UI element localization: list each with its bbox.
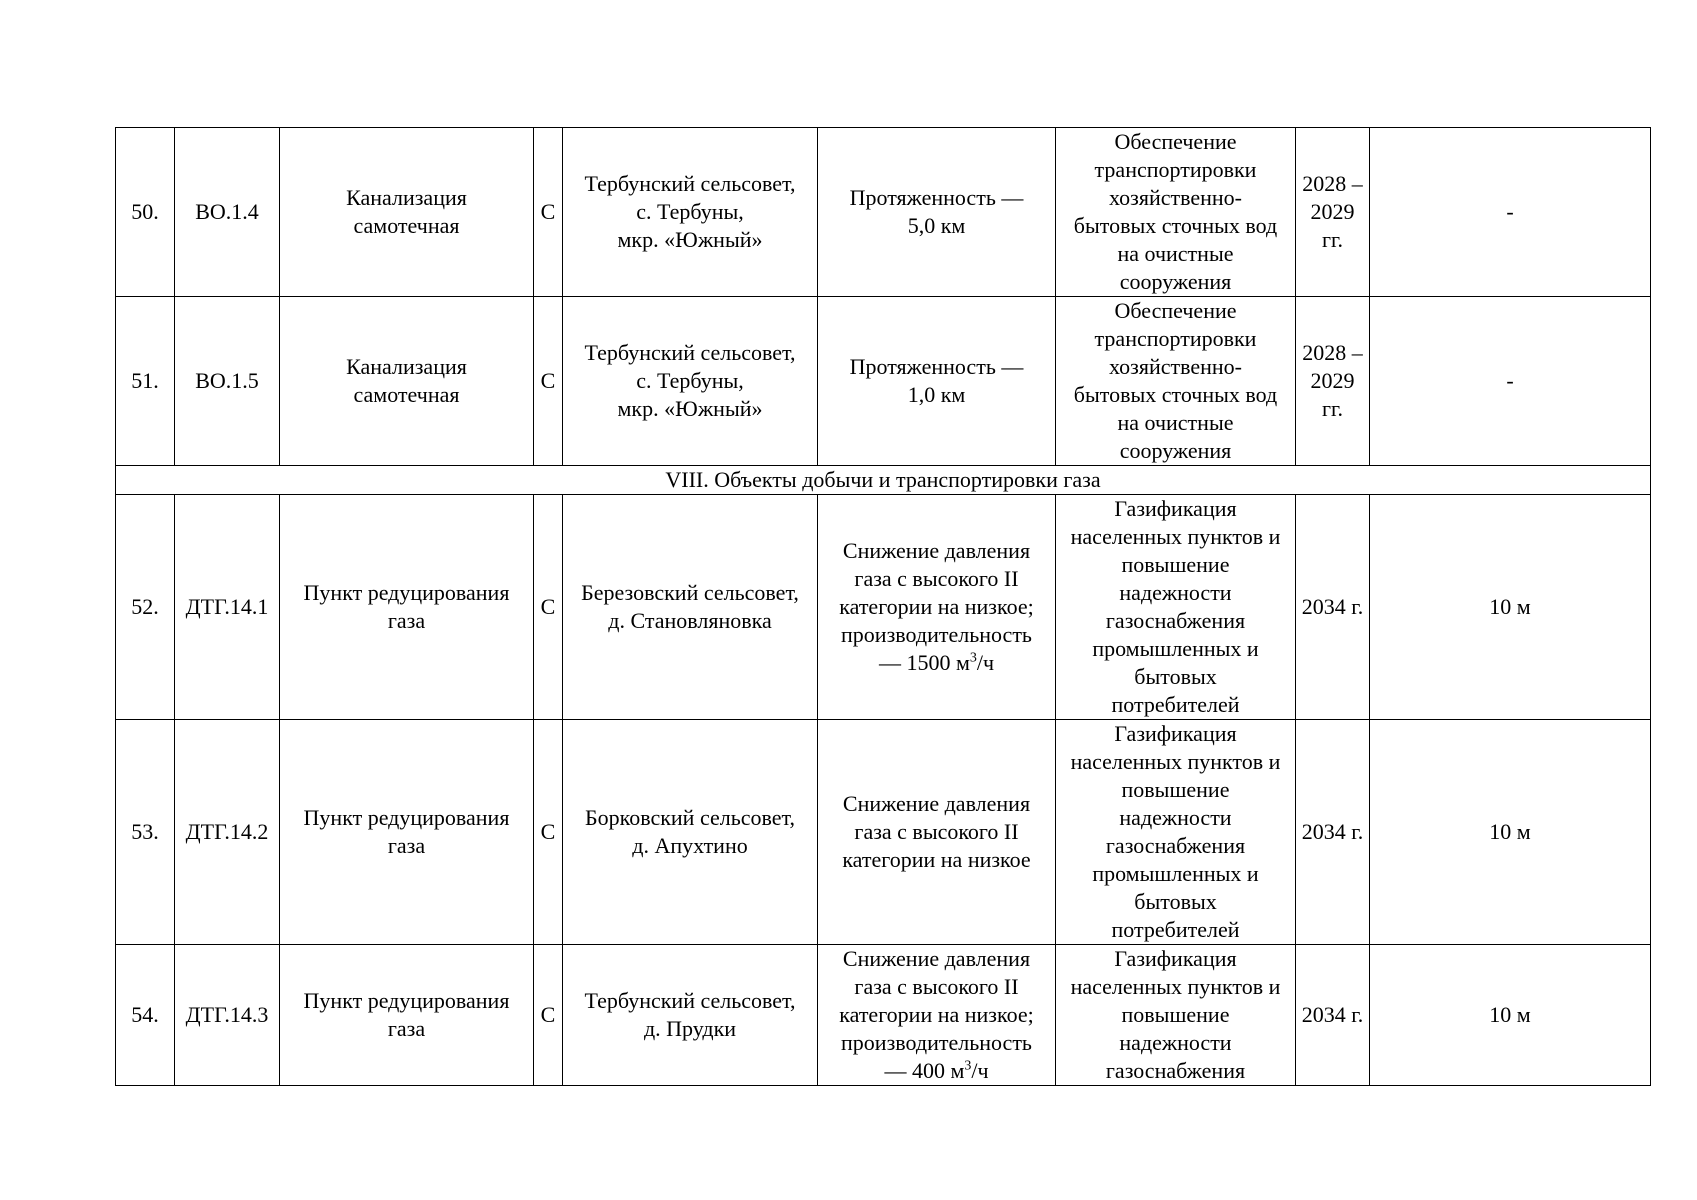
characteristics-unit: /ч — [976, 650, 995, 675]
object-purpose-cell: Газификация населенных пунктов и повышение надежности газоснабжения промышленных и бытовых потребителей — [1056, 720, 1296, 945]
section-header-row — [116, 466, 1651, 495]
object-name-cell: Пункт редуцирования газа — [280, 495, 534, 720]
object-code-cell: ДТГ.14.3 — [175, 945, 280, 1086]
object-period-cell: 2034 г. — [1296, 720, 1370, 945]
object-code-cell: ВО.1.4 — [175, 128, 280, 297]
characteristics-text: Снижение давления газа с высокого II категории на низкое; производительность — 1500 м — [839, 538, 1034, 675]
object-zone-cell: 10 м — [1370, 945, 1651, 1086]
object-status-cell: С — [534, 720, 563, 945]
object-characteristics-cell: Снижение давления газа с высокого II категории на низкое — [818, 720, 1056, 945]
row-number-cell: 50. — [116, 128, 175, 297]
object-purpose-cell: Газификация населенных пунктов и повышение надежности газоснабжения промышленных и бытовых потребителей — [1056, 495, 1296, 720]
table-row — [116, 128, 1651, 297]
object-purpose-cell: Газификация населенных пунктов и повышение надежности газоснабжения — [1056, 945, 1296, 1086]
object-code-cell: ВО.1.5 — [175, 297, 280, 466]
object-period-cell: 2028 – 2029 гг. — [1296, 128, 1370, 297]
object-status-cell: С — [534, 297, 563, 466]
section-title: VIII. Объекты добычи и транспортировки газа — [116, 466, 1651, 495]
object-characteristics-cell: Протяженность — 1,0 км — [818, 297, 1056, 466]
object-code-cell: ДТГ.14.1 — [175, 495, 280, 720]
row-number-cell: 51. — [116, 297, 175, 466]
object-code-cell: ДТГ.14.2 — [175, 720, 280, 945]
row-number-cell: 54. — [116, 945, 175, 1086]
object-status-cell: С — [534, 128, 563, 297]
object-characteristics-cell — [818, 945, 1056, 1086]
superscript-exponent: 3 — [969, 650, 977, 666]
document-page — [115, 127, 1650, 1086]
characteristics-unit: /ч — [971, 1058, 989, 1083]
planned-objects-table — [115, 127, 1651, 1086]
object-name-cell: Канализация самотечная — [280, 128, 534, 297]
row-number-cell: 53. — [116, 720, 175, 945]
table-row — [116, 297, 1651, 466]
object-name-cell: Канализация самотечная — [280, 297, 534, 466]
object-location-cell: Тербунский сельсовет, с. Тербуны, мкр. «Южный» — [563, 297, 818, 466]
row-number-cell: 52. — [116, 495, 175, 720]
object-purpose-cell: Обеспечение транспортировки хозяйственно- бытовых сточных вод на очистные сооружения — [1056, 297, 1296, 466]
object-name-cell: Пункт редуцирования газа — [280, 945, 534, 1086]
object-status-cell: С — [534, 945, 563, 1086]
object-period-cell: 2034 г. — [1296, 945, 1370, 1086]
object-period-cell: 2028 – 2029 гг. — [1296, 297, 1370, 466]
object-location-cell: Борковский сельсовет, д. Апухтино — [563, 720, 818, 945]
object-characteristics-cell: Протяженность — 5,0 км — [818, 128, 1056, 297]
object-location-cell: Березовский сельсовет, д. Становляновка — [563, 495, 818, 720]
characteristics-text: Снижение давления газа с высокого II категории на низкое; производительность — 400 м — [839, 946, 1034, 1083]
table-row — [116, 945, 1651, 1086]
object-name-cell: Пункт редуцирования газа — [280, 720, 534, 945]
superscript-exponent: 3 — [964, 1058, 972, 1074]
object-zone-cell: 10 м — [1370, 720, 1651, 945]
object-zone-cell: - — [1370, 297, 1651, 466]
object-zone-cell: 10 м — [1370, 495, 1651, 720]
table-row — [116, 495, 1651, 720]
object-status-cell: С — [534, 495, 563, 720]
object-zone-cell: - — [1370, 128, 1651, 297]
table-row — [116, 720, 1651, 945]
object-location-cell: Тербунский сельсовет, с. Тербуны, мкр. «Южный» — [563, 128, 818, 297]
object-purpose-cell: Обеспечение транспортировки хозяйственно- бытовых сточных вод на очистные сооружения — [1056, 128, 1296, 297]
object-location-cell: Тербунский сельсовет, д. Прудки — [563, 945, 818, 1086]
object-characteristics-cell — [818, 495, 1056, 720]
object-period-cell: 2034 г. — [1296, 495, 1370, 720]
